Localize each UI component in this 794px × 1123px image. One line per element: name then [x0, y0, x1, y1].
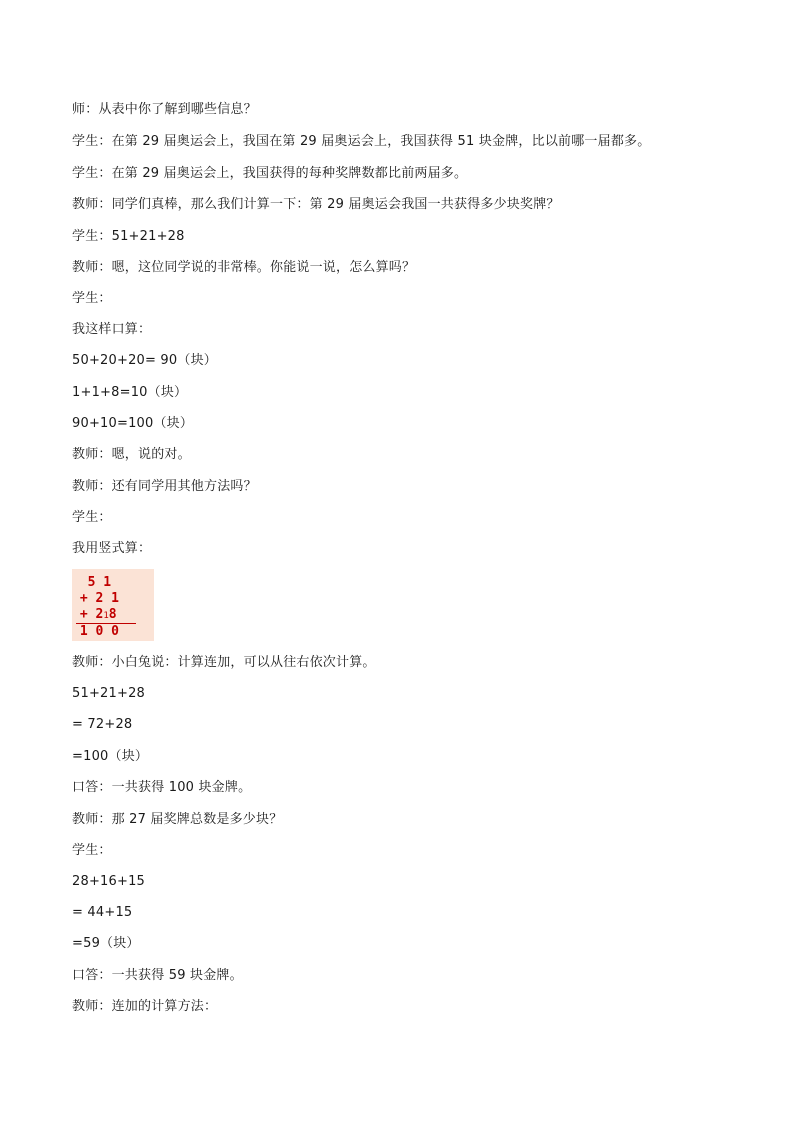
- calc-result: 1 0 0: [72, 624, 119, 639]
- text-line: =59（块）: [72, 936, 140, 951]
- calc-row-3-operand: + 2: [72, 607, 104, 622]
- vertical-calculation: [72, 569, 154, 641]
- text-line: 28+16+15: [72, 874, 146, 889]
- carry-mark: 1: [103, 611, 109, 621]
- text-line: 学生：51+21+28: [72, 229, 185, 244]
- text-line: = 72+28: [72, 717, 133, 732]
- text-line: 师：从表中你了解到哪些信息？: [72, 102, 257, 117]
- text-line: =100（块）: [72, 749, 149, 764]
- calc-row-1: 5 1: [72, 575, 112, 590]
- text-line: 教师：那 27 届奖牌总数是多少块？: [72, 812, 283, 827]
- text-line: 学生：: [72, 843, 112, 858]
- text-line: 口答：一共获得 100 块金牌。: [72, 780, 252, 795]
- text-line: 1+1+8=10（块）: [72, 385, 188, 400]
- text-line: 教师：连加的计算方法：: [72, 999, 218, 1014]
- text-line: 我这样口算：: [72, 322, 152, 337]
- text-line: 51+21+28: [72, 686, 146, 701]
- text-line: 学生：在第 29 届奥运会上，我国在第 29 届奥运会上，我国获得 51 块金牌，比以前哪一届都多。: [72, 134, 651, 149]
- text-line: 教师：还有同学用其他方法吗？: [72, 479, 257, 494]
- text-line: = 44+15: [72, 905, 133, 920]
- text-line: 90+10=100（块）: [72, 416, 194, 431]
- text-line: 教师：嗯，说的对。: [72, 447, 191, 462]
- text-line: 口答：一共获得 59 块金牌。: [72, 968, 243, 983]
- text-line: 学生：: [72, 510, 112, 525]
- text-line: 学生：: [72, 291, 112, 306]
- text-line: 教师：同学们真棒，那么我们计算一下：第 29 届奥运会我国一共获得多少块奖牌？: [72, 197, 560, 212]
- calc-row-3: [72, 607, 154, 623]
- text-line: 我用竖式算：: [72, 541, 152, 556]
- text-line: 教师：嗯，这位同学说的非常棒。你能说一说，怎么算吗？: [72, 260, 416, 275]
- text-line: 50+20+20= 90（块）: [72, 353, 217, 368]
- calc-row-3-digit: 8: [108, 607, 117, 622]
- text-line: 教师：小白兔说：计算连加，可以从往右依次计算。: [72, 655, 376, 670]
- text-line: 学生：在第 29 届奥运会上，我国获得的每种奖牌数都比前两届多。: [72, 166, 468, 181]
- calc-row-2: + 2 1: [72, 591, 119, 606]
